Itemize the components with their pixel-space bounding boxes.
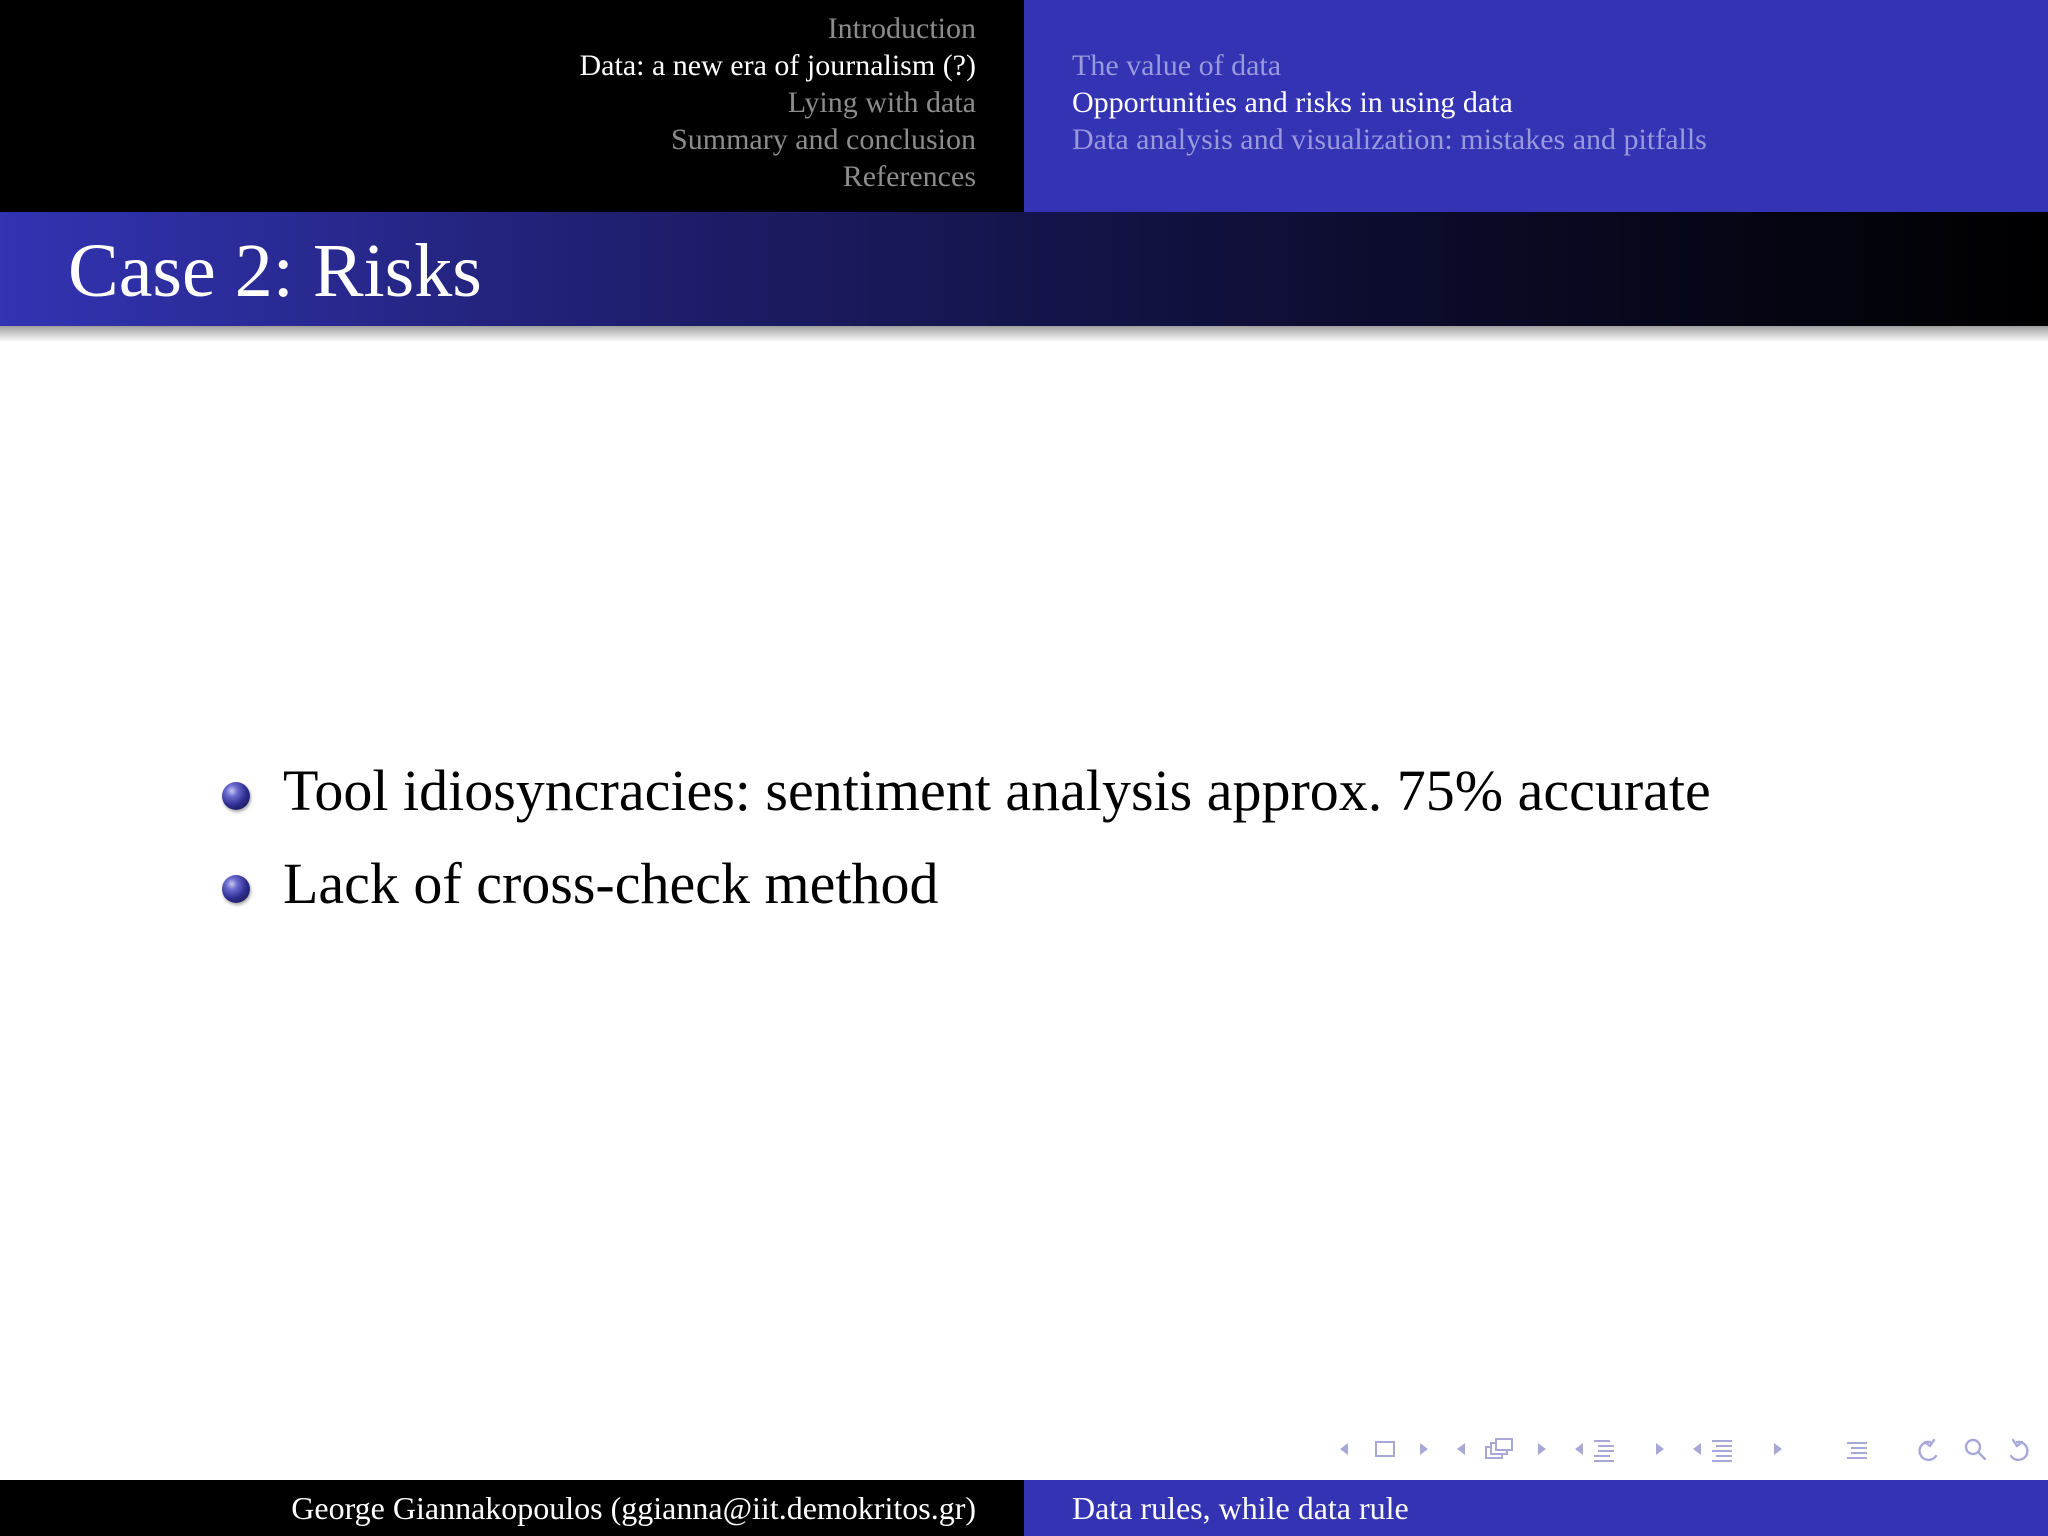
arrow-right-icon[interactable] <box>1538 1443 1546 1455</box>
forward-icon[interactable] <box>2011 1440 2027 1460</box>
section-link-introduction[interactable]: Introduction <box>827 12 976 45</box>
arrow-right-icon[interactable] <box>1656 1443 1664 1455</box>
navigation-symbols-svg <box>1336 1432 2036 1468</box>
footer-author: George Giannakopoulos (ggianna@iit.demokritos.gr) <box>0 1480 1024 1536</box>
arrow-left-icon[interactable] <box>1457 1443 1465 1455</box>
slide-content <box>220 755 1920 941</box>
list-item-text: Tool idiosyncracies: sentiment analysis approx. 75% accurate <box>283 758 1711 823</box>
arrow-right-icon[interactable] <box>1774 1443 1782 1455</box>
section-link-data-new-era[interactable]: Data: a new era of journalism (?) <box>579 49 976 82</box>
title-shadow <box>0 326 2048 342</box>
frame-title: Case 2: Risks <box>68 229 482 313</box>
frame-title-bar <box>0 212 2048 326</box>
section-navigation <box>0 0 1024 212</box>
back-icon[interactable] <box>1920 1440 1936 1460</box>
subsection-link-analysis-pitfalls[interactable]: Data analysis and visualization: mistakes and pitfalls <box>1072 123 1707 156</box>
search-icon[interactable] <box>1966 1440 1985 1459</box>
subsection-link-value-of-data[interactable]: The value of data <box>1072 49 1282 82</box>
arrow-left-icon[interactable] <box>1693 1443 1701 1455</box>
section-link-references[interactable]: References <box>842 160 976 193</box>
section-icon[interactable] <box>1594 1440 1614 1462</box>
subsection-navigation <box>1024 0 2048 212</box>
bullet-ball-icon <box>222 782 250 810</box>
bullet-ball-icon <box>222 875 250 903</box>
section-link-lying-with-data[interactable]: Lying with data <box>787 86 976 119</box>
section-link-summary[interactable]: Summary and conclusion <box>671 123 976 156</box>
arrow-left-icon[interactable] <box>1340 1443 1348 1455</box>
subsection-icon[interactable] <box>1486 1439 1512 1458</box>
list-item-text: Lack of cross-check method <box>283 851 939 916</box>
navigation-symbols <box>1336 1432 2036 1468</box>
footer-short-title: Data rules, while data rule <box>1024 1480 2048 1536</box>
subsection-link-opportunities-risks[interactable]: Opportunities and risks in using data <box>1072 86 1513 119</box>
footer-bar <box>0 1480 2048 1536</box>
presentation-icon[interactable] <box>1712 1440 1732 1462</box>
outline-icon[interactable] <box>1847 1442 1867 1459</box>
arrow-right-icon[interactable] <box>1420 1443 1428 1455</box>
frame-icon[interactable] <box>1376 1442 1394 1456</box>
list-item <box>220 848 1920 941</box>
headline-bar <box>0 0 2048 212</box>
arrow-left-icon[interactable] <box>1575 1443 1583 1455</box>
list-item <box>220 755 1920 848</box>
